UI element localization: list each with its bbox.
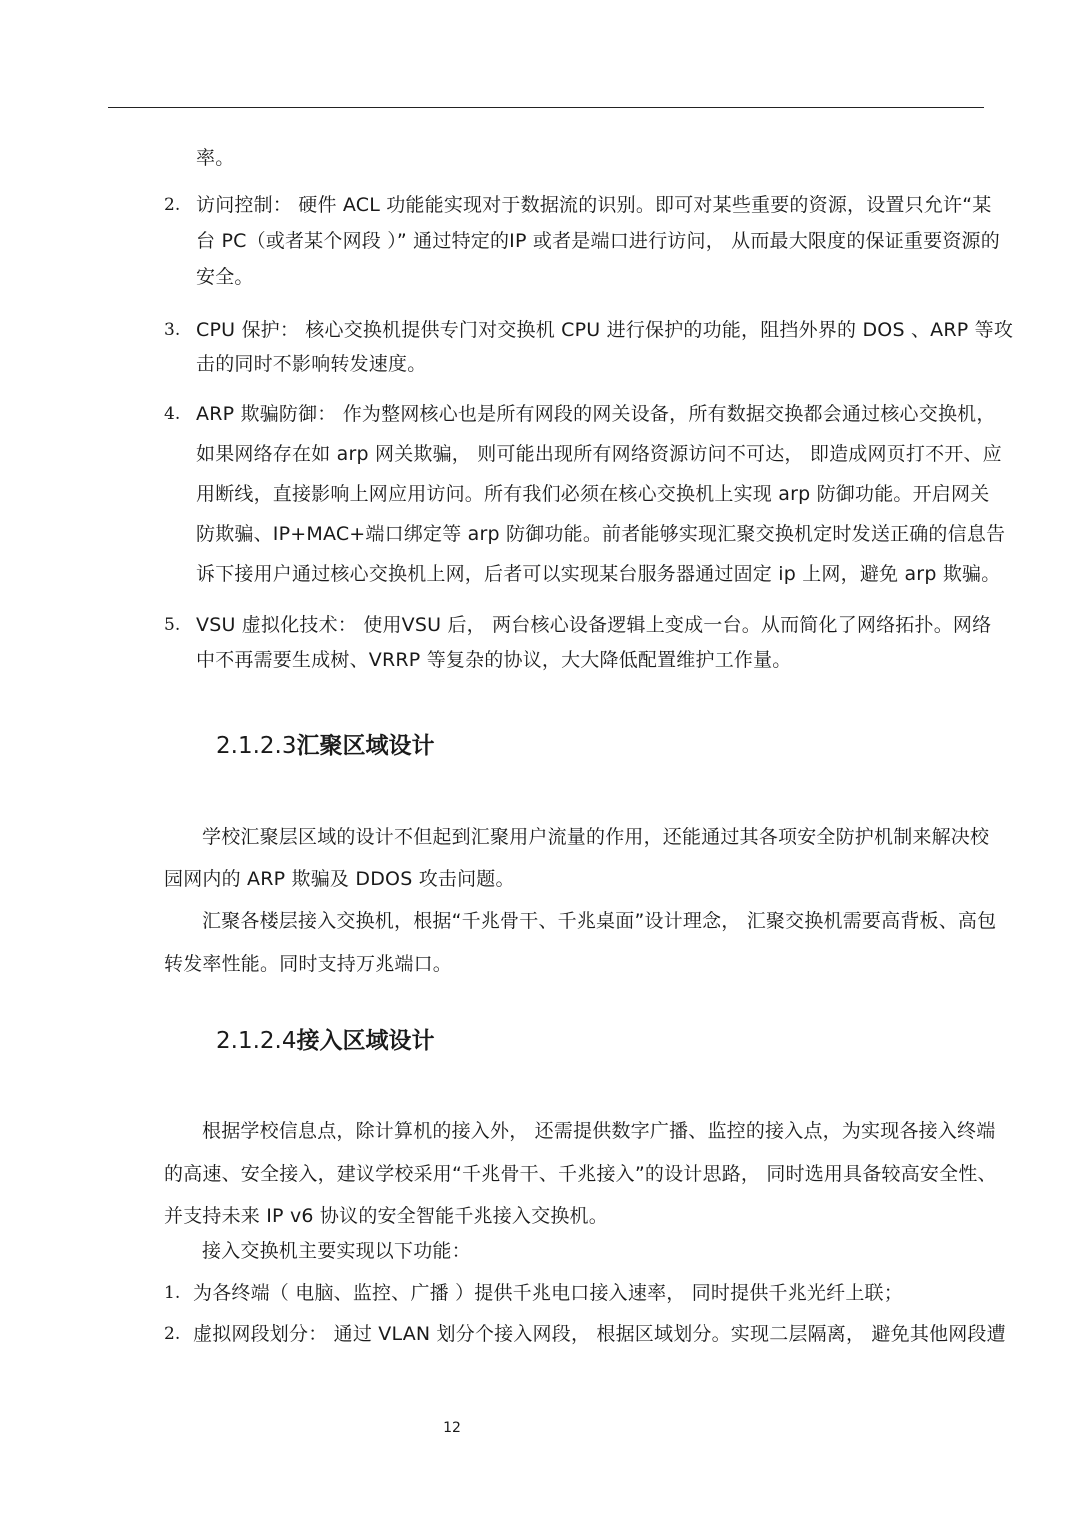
list-item-line: 安全。 bbox=[196, 266, 254, 288]
carry-over-text: 率。 bbox=[196, 147, 235, 169]
section-number: 2.1.2.3 bbox=[216, 733, 297, 759]
section-number: 2.1.2.4 bbox=[216, 1028, 297, 1054]
header-rule bbox=[108, 107, 984, 108]
section-heading bbox=[216, 728, 434, 764]
list-number: 4. bbox=[164, 404, 181, 424]
list-item-line: 台 PC（或者某个网段 ）” 通过特定的IP 或者是端口进行访问， 从而最大限度的保证重要资源的 bbox=[196, 230, 1000, 252]
list-item-line: 用断线，直接影响上网应用访问。所有我们必须在核心交换机上实现 arp 防御功能。开启网关 bbox=[196, 483, 990, 505]
list-item-line: 防欺骗、IP+MAC+端口绑定等 arp 防御功能。前者能够实现汇聚交换机定时发送正确的信息告 bbox=[196, 523, 1006, 545]
section-heading bbox=[216, 1023, 434, 1059]
section-title: 汇聚区域设计 bbox=[296, 733, 435, 759]
paragraph-line: 学校汇聚层区域的设计不但起到汇聚用户流量的作用，还能通过其各项安全防护机制来解决校 bbox=[202, 826, 990, 848]
section-title: 接入区域设计 bbox=[296, 1028, 435, 1054]
paragraph-line: 园网内的 ARP 欺骗及 DDOS 攻击问题。 bbox=[164, 868, 515, 890]
list-item-line: CPU 保护： 核心交换机提供专门对交换机 CPU 进行保护的功能，阻挡外界的 DOS 、ARP 等攻 bbox=[196, 319, 1014, 341]
list-item-line: VSU 虚拟化技术： 使用VSU 后， 两台核心设备逻辑上变成一台。从而简化了网络拓扑。网络 bbox=[196, 614, 992, 636]
page-number: 12 bbox=[443, 1420, 461, 1436]
paragraph-line: 并支持未来 IP v6 协议的安全智能千兆接入交换机。 bbox=[164, 1205, 608, 1227]
list-number: 2. bbox=[164, 1324, 181, 1344]
paragraph-line: 接入交换机主要实现以下功能： bbox=[202, 1240, 471, 1262]
list-number: 2. bbox=[164, 195, 181, 215]
list-item-line: 虚拟网段划分： 通过 VLAN 划分个接入网段， 根据区域划分。实现二层隔离， 避免其他网段遭 bbox=[193, 1323, 1006, 1345]
list-item-line: 为各终端（ 电脑、监控、广播 ）提供千兆电口接入速率， 同时提供千兆光纤上联； bbox=[193, 1282, 903, 1304]
list-number: 1. bbox=[164, 1283, 181, 1303]
list-item-line: ARP 欺骗防御： 作为整网核心也是所有网段的网关设备，所有数据交换都会通过核心交换机， bbox=[196, 403, 996, 425]
paragraph-line: 根据学校信息点，除计算机的接入外， 还需提供数字广播、监控的接入点，为实现各接入终端 bbox=[202, 1120, 996, 1142]
paragraph-line: 的高速、安全接入，建议学校采用“千兆骨干、千兆接入”的设计思路， 同时选用具备较高安全性、 bbox=[164, 1163, 997, 1185]
list-item-line: 击的同时不影响转发速度。 bbox=[196, 353, 427, 375]
list-number: 5. bbox=[164, 615, 181, 635]
list-item-line: 中不再需要生成树、VRRP 等复杂的协议，大大降低配置维护工作量。 bbox=[196, 649, 792, 671]
paragraph-line: 转发率性能。同时支持万兆端口。 bbox=[164, 953, 453, 975]
paragraph-line: 汇聚各楼层接入交换机，根据“千兆骨干、千兆桌面”设计理念， 汇聚交换机需要高背板、高包 bbox=[202, 910, 997, 932]
list-item-line: 访问控制： 硬件 ACL 功能能实现对于数据流的识别。即可对某些重要的资源，设置只允许“某 bbox=[196, 194, 992, 216]
list-item-line: 诉下接用户通过核心交换机上网，后者可以实现某台服务器通过固定 ip 上网，避免 arp 欺骗。 bbox=[196, 563, 1001, 585]
list-number: 3. bbox=[164, 320, 181, 340]
list-item-line: 如果网络存在如 arp 网关欺骗， 则可能出现所有网络资源访问不可达， 即造成网页打不开、应 bbox=[196, 443, 1002, 465]
